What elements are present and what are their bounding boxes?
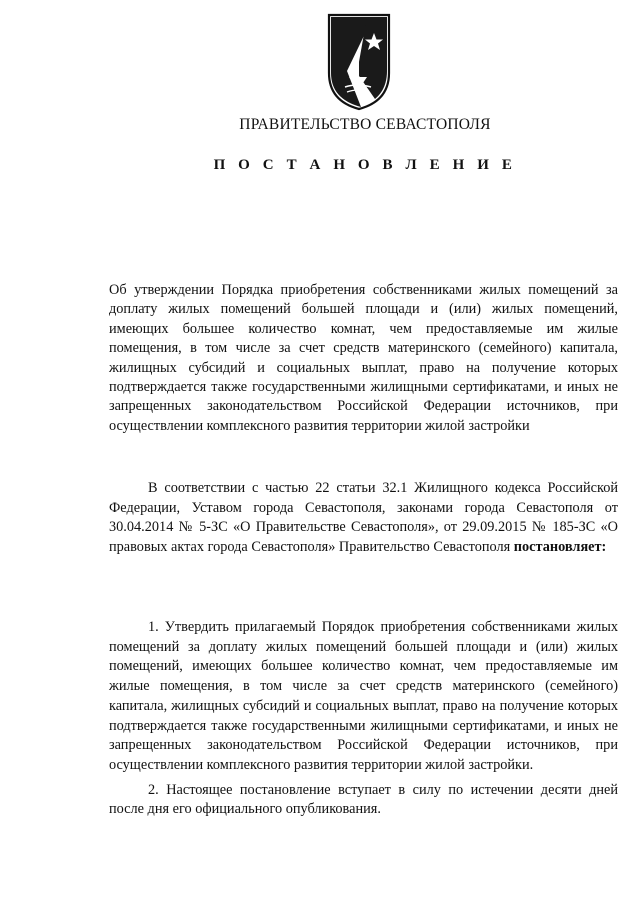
government-title: ПРАВИТЕЛЬСТВО СЕВАСТОПОЛЯ (239, 116, 491, 133)
coat-of-arms-icon (327, 11, 391, 111)
clause-2: 2. Настоящее постановление вступает в силу по истечении десяти дней после дня его официального опубликования. (109, 781, 618, 818)
clauses-list (109, 618, 618, 820)
resolution-subject: Об утверждении Порядка приобретения собственниками жилых помещений за доплату жилых помещений большей площади и (или) жилых помещений, имеющих большее количество комнат, чем предоставляемые им жилые помещения, в том числе за счет средств материнского (семейного) капитала, жилищных субсидий и социальных выплат, право на получение которых подтверждается также государственными жилищными сертификатами, и иных не запрещенных законодательством Российской Федерации источников, при осуществлении комплексного развития территории жилой застройки (109, 282, 618, 434)
preamble-paragraph (109, 479, 618, 557)
clause-1: 1. Утвердить прилагаемый Порядок приобретения собственниками жилых помещений за доплату жилых помещений большей площади и (или) жилых помещений, имеющих большее количество комнат, чем предоставляемые им жилые помещения, в том числе за счет средств материнского (семейного) капитала, жилищных субсидий и социальных выплат, право на получение которых подтверждается также государственными жилищными сертификатами, и иных не запрещенных законодательством Российской Федерации источников, при осуществлении комплексного развития территории жилой застройки. (109, 619, 618, 773)
document-type-heading: П О С Т А Н О В Л Е Н И Е (213, 157, 517, 173)
decision-word: постановляет: (513, 538, 607, 555)
preamble-text: В соответствии с частью 22 статьи 32.1 Жилищного кодекса Российской Федерации, Уставом города Севастополя, законами города Севастополя от 30.04.2014 № 5-ЗС «О Правительстве Севастополя», от 29.09.2015 № 185-ЗС «О правовых актах города Севастополя» Правительство Севастополя (109, 480, 618, 555)
